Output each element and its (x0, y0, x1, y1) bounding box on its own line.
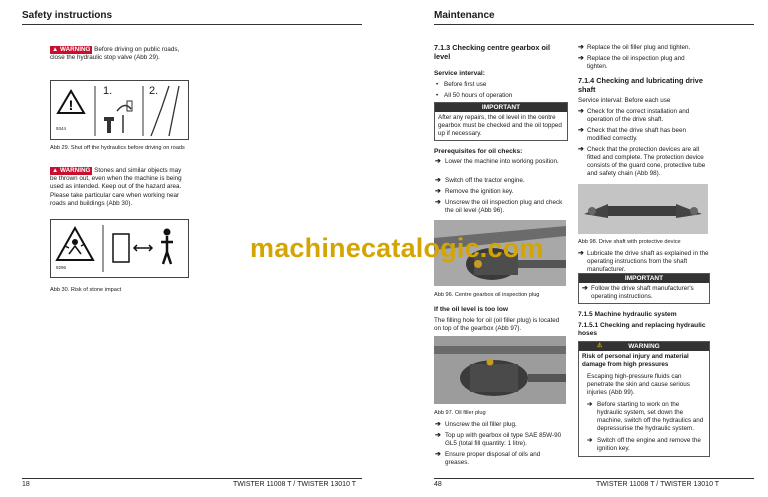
arrow-icon: ➔ (578, 250, 584, 257)
person-icon (164, 229, 171, 236)
prerequisites-title: Prerequisites for oil checks: (434, 148, 523, 155)
important-box-2 (578, 273, 710, 304)
warning-triangle-icon: ⚠ (597, 343, 603, 349)
warning-label: WARNING (628, 343, 660, 350)
arrow-icon: ➔ (578, 146, 584, 153)
driveshaft-item-3: Check that the protection devices are all fitted and complete. The protection device consists of the guard cone, protective tube and safety chain (Abb 98). (587, 146, 706, 177)
figure-code-1: 9344 (56, 126, 67, 131)
right-footer-model: TWISTER 11008 T / TWISTER 13010 T (596, 481, 720, 488)
warning-badge-2: ▲ WARNING (52, 167, 91, 174)
arrow-icon: ➔ (578, 44, 584, 51)
right-header: Maintenance (434, 10, 495, 21)
arrow-icon: ➔ (582, 285, 588, 292)
warning-item-2-row (579, 435, 709, 456)
section-7-1-3-title: 7.1.3 Checking centre gearbox oil level (434, 43, 550, 61)
oil-filler-photo (434, 336, 566, 404)
drive-shaft-illustration (578, 184, 708, 234)
bullet-icon: • (436, 92, 439, 99)
warning-box (578, 341, 710, 457)
oil-filler-photo-illustration (434, 336, 566, 404)
arrow-icon: ➔ (435, 188, 441, 195)
prereq-item-1: Lower the machine into working position. (445, 158, 559, 165)
distance-arrow-icon (134, 245, 152, 251)
section-7-1-4-title: 7.1.4 Checking and lubricating drive shaft (578, 76, 703, 94)
watermark-text: machinecatalogic.com (250, 233, 544, 263)
prereq-item-2: Switch off the tractor engine. (445, 177, 525, 184)
arrow-icon: ➔ (435, 199, 441, 206)
oil-low-text: The filling hole for oil (oil filler plug) is located on top of the gearbox (Abb 97). (434, 317, 560, 333)
low-item-3: Ensure proper disposal of oils and greases. (445, 451, 541, 466)
right-page-number: 48 (434, 481, 442, 488)
service-interval-label: Service interval: (434, 70, 485, 77)
arrow-icon: ➔ (578, 55, 584, 62)
right-header-rule (434, 24, 754, 25)
figure-code-2: 9296 (56, 265, 67, 270)
left-footer-rule (22, 478, 362, 479)
figure-caption-98: Abb 98. Drive shaft with protective device (578, 239, 681, 245)
left-page-number: 18 (22, 481, 30, 488)
important-text-1: After any repairs, the oil level in the centre gearbox must be checked and the oil topped up if necessary. (438, 114, 562, 137)
important-label-2: IMPORTANT (579, 274, 709, 283)
machine-icon (113, 234, 129, 262)
figure-caption-96: Abb 96. Centre gearbox oil inspection plug (434, 292, 540, 298)
stone-impact-icon (65, 244, 85, 254)
arrow-icon: ➔ (435, 432, 441, 439)
valve-handle-icon (107, 121, 111, 133)
left-footer-model: TWISTER 11008 T / TWISTER 13010 T (233, 481, 357, 488)
warning-paragraph-1 (50, 46, 180, 62)
warning-badge-1: ▲ WARNING (52, 46, 91, 53)
important-body-2 (579, 283, 709, 303)
low-item-2: Top up with gearbox oil type SAE 85W-90 GL5 (total fill quantity: 1 litre). (445, 432, 562, 447)
prereq-item-3: Remove the ignition key. (445, 188, 514, 195)
warning-item-1-row (579, 399, 709, 435)
left-header: Safety instructions (22, 10, 113, 21)
warning-head: Risk of personal injury and material damage from high pressures (582, 353, 689, 368)
warning-text-1: Before driving on public roads, close the hydraulic stop valve (Abb 29). (50, 46, 180, 62)
arrow-icon: ➔ (435, 177, 441, 184)
driveshaft-item-1: Check for the correct installation and operation of the drive shaft. (587, 108, 690, 123)
warning-paragraph-2 (50, 167, 185, 208)
drive-shaft-photo (578, 184, 708, 234)
service-item-2: All 50 hours of operation (444, 92, 513, 99)
hydraulic-valve-figure (50, 80, 189, 140)
arrow-icon: ➔ (435, 158, 441, 165)
warning-box-header (579, 342, 709, 351)
section-7-1-5-1-title: 7.1.5.1 Checking and replacing hydraulic hoses (578, 322, 706, 337)
figure-caption-97: Abb 97. Oil filler plug (434, 410, 486, 416)
figure-caption-29: Abb 29. Shut off the hydraulics before driving on roads (50, 145, 185, 151)
svg-text:!: ! (68, 97, 74, 113)
important-label-1: IMPORTANT (435, 103, 567, 112)
prereq-item-4: Unscrew the oil inspection plug and check the oil level (Abb 96). (445, 199, 563, 214)
section-7-1-5-title: 7.1.5 Machine hydraulic system (578, 311, 677, 318)
figure-caption-30: Abb 30. Risk of stone impact (50, 287, 122, 293)
valve-illustration (51, 81, 188, 139)
section-7-1-4-interval: Service interval: Before each use (578, 97, 671, 104)
warning-text: Escaping high-pressure fluids can penetrate the skin and cause serious injuries (Abb 99). (587, 373, 690, 396)
arrow-icon: ➔ (578, 127, 584, 134)
right-footer-rule (434, 478, 754, 479)
warning-item-2: Switch off the engine and remove the ignition key. (597, 437, 701, 452)
important-text-2: Follow the drive shaft manufacturer's operating instructions. (591, 285, 694, 300)
oil-low-title: If the oil level is too low (434, 306, 509, 313)
warning-text-2: Stones and similar objects may be thrown out, even when the machine is being used as intended. Keep out of the hazard area. Please take particular care when working near roads and buildings (Abb 30). (50, 167, 182, 207)
arrow-icon: ➔ (435, 451, 441, 458)
driveshaft-lubricate: Lubricate the drive shaft as explained in the operating instructions from the shaft manufacturer. (587, 250, 709, 273)
arrow-icon: ➔ (587, 401, 593, 408)
stone-impact-figure (50, 219, 189, 278)
warning-item-1: Before starting to work on the hydraulic system, set down the machine, switch off the hydraulics and depressurise the hydraulic system. (597, 401, 704, 432)
step-two-label: 2. (149, 85, 159, 97)
driveshaft-item-2: Check that the drive shaft has been modified correctly. (587, 127, 687, 142)
arrow-icon: ➔ (435, 421, 441, 428)
low-item-1: Unscrew the oil filler plug. (445, 421, 517, 428)
important-box-1 (434, 102, 568, 141)
bullet-icon: • (436, 81, 439, 88)
stone-impact-illustration (51, 220, 188, 277)
step-one-label: 1. (103, 85, 113, 97)
service-item-1: Before first use (444, 81, 487, 88)
arrow-icon: ➔ (587, 437, 593, 444)
left-header-rule (22, 24, 362, 25)
arrow-icon: ➔ (578, 108, 584, 115)
col2-item-2: Replace the oil inspection plug and tighten. (587, 55, 685, 70)
col2-item-1: Replace the oil filler plug and tighten. (587, 44, 691, 51)
